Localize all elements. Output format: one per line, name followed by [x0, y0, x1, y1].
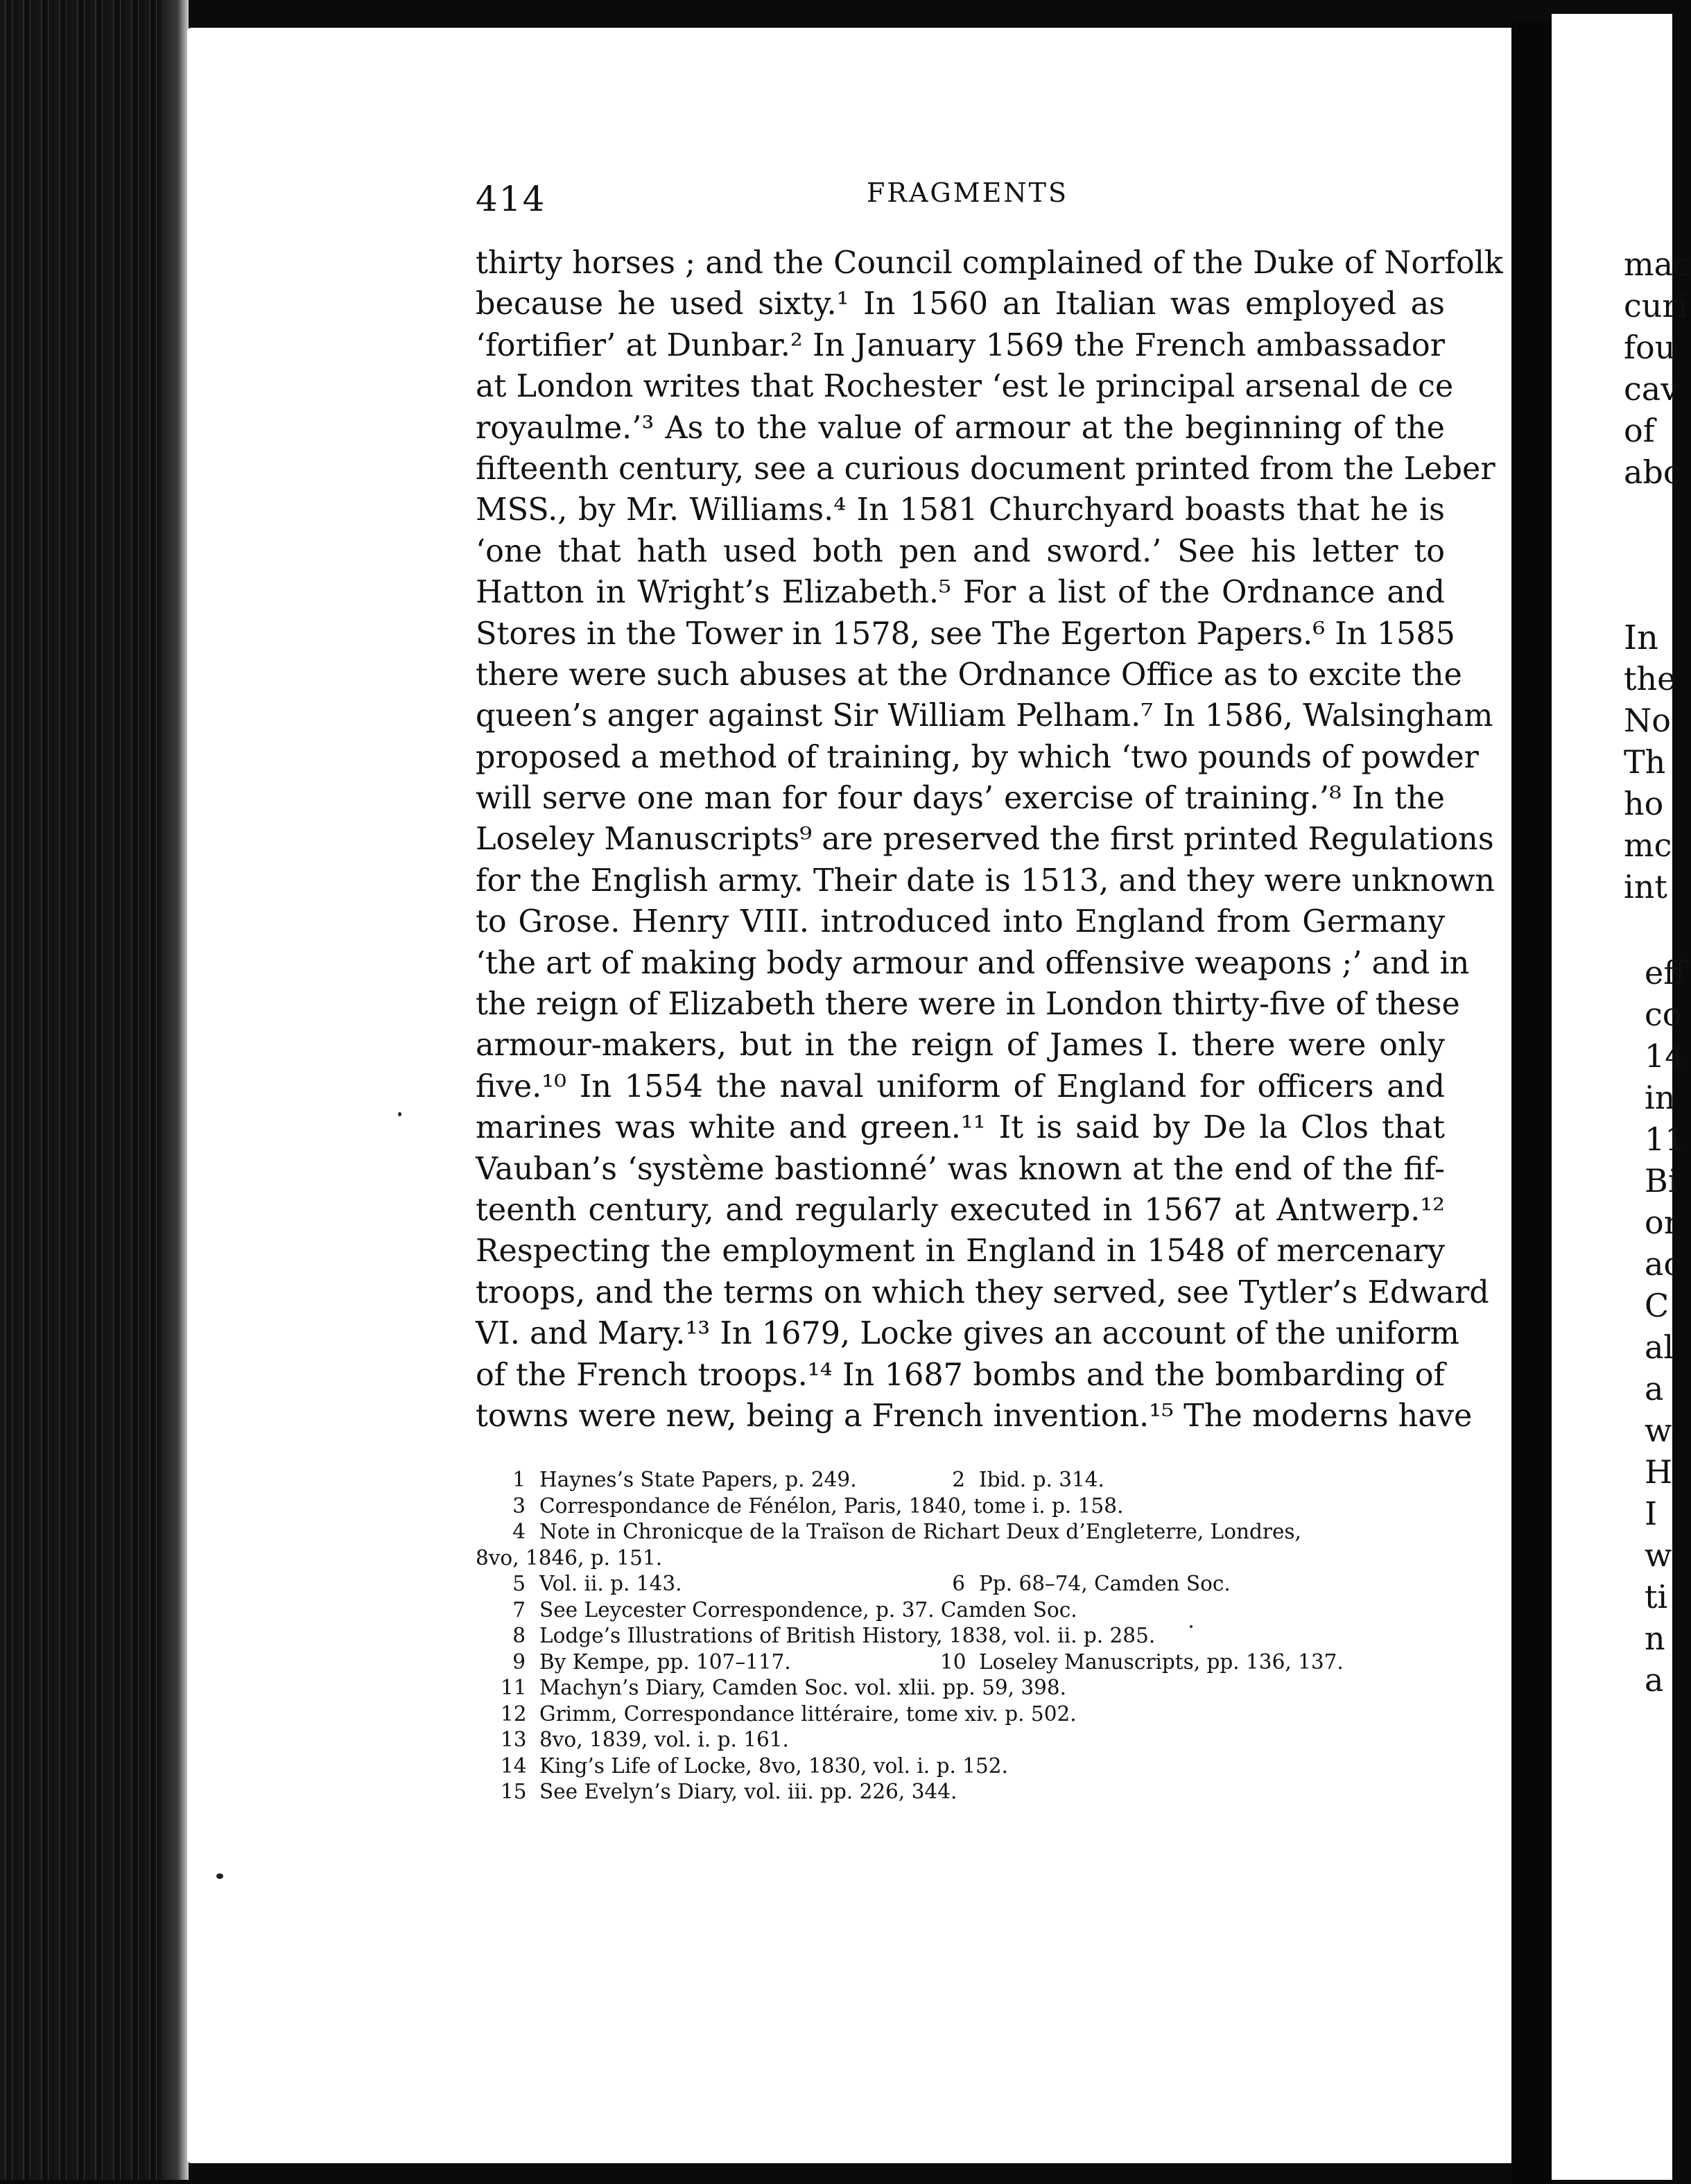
footnote-row — [476, 1753, 1445, 1780]
text-line: for the English army. Their date is 1513, and they were unknown — [476, 863, 1495, 899]
text-line: Hatton in Wright’s Elizabeth.⁵ For a list of the Ordnance and — [476, 575, 1445, 611]
text-line: will serve one man for four days’ exercise of training.’⁸ In the — [476, 781, 1445, 817]
facing-page-fragment: int — [1624, 868, 1667, 905]
facing-page-fragment: No — [1624, 702, 1671, 739]
facing-page-fragment: in — [1645, 1079, 1676, 1116]
text-line: five.¹⁰ In 1554 the naval uniform of England for officers and — [476, 1068, 1445, 1104]
footnote-row — [476, 1727, 1445, 1753]
text-line: royaulme.’³ As to the value of armour at the beginning of the — [476, 410, 1445, 446]
text-line: towns were new, being a French invention.¹⁵ The moderns have — [476, 1398, 1473, 1434]
footnote-row — [476, 1467, 1445, 1493]
facing-page-fragment: 11 — [1645, 1120, 1685, 1158]
footnote-text: Ibid. p. 314. — [979, 1468, 1104, 1491]
facing-page-fragment: mac — [1624, 245, 1691, 283]
facing-page-fragment: the — [1624, 660, 1676, 697]
text-line: of the French troops.¹⁴ In 1687 bombs and the bombarding of — [476, 1357, 1445, 1393]
footnote-number: 12 — [501, 1701, 527, 1726]
running-head — [476, 173, 1446, 222]
text-line: armour-makers, but in the reign of James I. there were only — [476, 1028, 1445, 1064]
text-line: ‘the art of making body armour and offensive weapons ;’ and in — [476, 945, 1470, 981]
footnote-text: Loseley Manuscripts, pp. 136, 137. — [979, 1649, 1344, 1674]
text-line: proposed a method of training, by which ‘two pounds of powder — [476, 739, 1479, 775]
facing-page — [1552, 14, 1691, 2180]
footnote-number: 7 — [512, 1597, 526, 1622]
footnote-row — [476, 1571, 1445, 1597]
scan-speck — [216, 1873, 223, 1879]
facing-page-fragment: eff — [1645, 954, 1686, 991]
footnote-row — [476, 1649, 1445, 1676]
text-line: to Grose. Henry VIII. introduced into England from Germany — [476, 904, 1445, 940]
footnote-row — [476, 1701, 1445, 1728]
facing-page-fragment: Bi — [1645, 1162, 1679, 1199]
text-line: Vauban’s ‘système bastionné’ was known at the end of the fif- — [476, 1151, 1445, 1187]
text-line: because he used sixty.¹ In 1560 an Italian was employed as — [476, 286, 1445, 322]
text-line: ‘one that hath used both pen and sword.’ See his letter to — [476, 533, 1445, 569]
text-line: teenth century, and regularly executed in 1567 at Antwerp.¹² — [476, 1192, 1445, 1228]
text-line: thirty horses ; and the Council complained of the Duke of Norfolk — [476, 245, 1503, 281]
footnote-row — [476, 1597, 1445, 1624]
facing-page-fragment: In — [1624, 618, 1658, 657]
text-line: MSS., by Mr. Williams.⁴ In 1581 Churchyard boasts that he is — [476, 492, 1445, 528]
footnote-number: 15 — [501, 1780, 527, 1803]
book-binding-edge — [0, 0, 189, 2180]
footnote-row — [476, 1623, 1445, 1649]
facing-page-fragment: curi — [1624, 287, 1688, 324]
text-line: queen’s anger against Sir William Pelham.⁷ In 1586, Walsingham — [476, 698, 1493, 734]
footnote-text: Grimm, Correspondance littéraire, tome xiv. p. 502. — [539, 1701, 1077, 1726]
text-line: there were such abuses at the Ordnance Office as to excite the — [476, 657, 1462, 693]
text-line: Respecting the employment in England in 1548 of mercenary — [476, 1233, 1445, 1269]
facing-page-fragment: Th — [1624, 743, 1666, 781]
facing-page-fragment: abc — [1624, 453, 1681, 491]
footnote-text: Lodge’s Illustrations of British History, 1838, vol. ii. p. 285. — [539, 1624, 1156, 1647]
footnote-number: 9 — [512, 1649, 526, 1674]
facing-page-fragment: a — [1645, 1370, 1664, 1407]
footnote-text: King’s Life of Locke, 8vo, 1830, vol. i. p. 152. — [539, 1753, 1008, 1778]
footnote-text: Note in Chronicque de la Traïson de Richart Deux d’Engleterre, Londres, — [539, 1520, 1301, 1543]
footnote-text: Vol. ii. p. 143. — [539, 1572, 682, 1595]
facing-page-fragment: co — [1645, 996, 1682, 1033]
text-line: VI. and Mary.¹³ In 1679, Locke gives an account of the uniform — [476, 1316, 1459, 1352]
facing-page-fragment: ho — [1624, 785, 1664, 822]
footnote-number: 4 — [512, 1520, 526, 1543]
facing-page-fragment: n — [1645, 1620, 1665, 1657]
facing-page-fragment: cav — [1624, 370, 1679, 408]
footnote-text: By Kempe, pp. 107–117. — [539, 1649, 791, 1674]
footnote-row — [476, 1545, 1445, 1572]
footnote-number: 5 — [512, 1572, 526, 1595]
text-line: marines was white and green.¹¹ It is said by De la Clos that — [476, 1110, 1445, 1146]
scan-speck — [1190, 1625, 1193, 1628]
scan-speck — [398, 1112, 401, 1116]
running-title: FRAGMENTS — [867, 177, 1069, 208]
main-text — [476, 243, 1503, 1437]
text-line: ‘fortifier’ at Dunbar.² In January 1569 the French ambassador — [476, 327, 1445, 363]
facing-page-fragment: ti — [1645, 1578, 1668, 1615]
text-line: troops, and the terms on which they served, see Tytler’s Edward — [476, 1274, 1489, 1310]
facing-page-fragment: fou — [1624, 329, 1676, 366]
footnote-number: 14 — [501, 1753, 527, 1778]
footnote-number: 3 — [512, 1493, 526, 1518]
facing-page-fragment: of — [1624, 412, 1655, 449]
footnotes — [476, 1467, 1445, 1805]
footnote-row — [476, 1493, 1445, 1520]
footnote-number: 6 — [952, 1572, 965, 1595]
facing-page-fragment: a — [1645, 1661, 1664, 1699]
text-line: Stores in the Tower in 1578, see The Egerton Papers.⁶ In 1585 — [476, 616, 1455, 652]
footnote-number: 11 — [501, 1676, 527, 1699]
footnote-row — [476, 1675, 1445, 1701]
footnote-text: Correspondance de Fénélon, Paris, 1840, tome i. p. 158. — [539, 1493, 1124, 1518]
footnote-row — [476, 1779, 1445, 1805]
facing-page-fragment: mc — [1624, 826, 1672, 864]
footnote-number: 13 — [501, 1728, 527, 1751]
facing-page-fragment: 14 — [1645, 1037, 1685, 1075]
facing-page-fragment: C — [1645, 1287, 1670, 1324]
footnote-number: 8 — [512, 1624, 526, 1647]
footnote-number: 2 — [952, 1468, 965, 1491]
facing-page-fragment: ac — [1645, 1245, 1682, 1283]
facing-page-fragment: or — [1645, 1204, 1679, 1241]
text-line: at London writes that Rochester ‘est le principal arsenal de ce — [476, 369, 1454, 405]
footnote-row — [476, 1519, 1445, 1545]
text-line: Loseley Manuscripts⁹ are preserved the first printed Regulations — [476, 822, 1494, 858]
footnote-text: 8vo, 1846, p. 151. — [476, 1545, 663, 1570]
facing-page-fragment: al — [1645, 1328, 1674, 1366]
footnote-number: 10 — [940, 1649, 966, 1674]
facing-page-fragment: w — [1645, 1412, 1672, 1449]
footnote-text: 8vo, 1839, vol. i. p. 161. — [539, 1728, 789, 1751]
footnote-text: See Evelyn’s Diary, vol. iii. pp. 226, 344. — [539, 1780, 957, 1803]
footnote-text: Machyn’s Diary, Camden Soc. vol. xlii. pp. 59, 398. — [539, 1676, 1067, 1699]
text-line: fifteenth century, see a curious document printed from the Leber — [476, 451, 1495, 487]
footnote-number: 1 — [512, 1468, 526, 1491]
facing-page-fragment: I — [1645, 1495, 1658, 1532]
text-line: the reign of Elizabeth there were in London thirty-five of these — [476, 987, 1460, 1023]
facing-page-fragment: H — [1645, 1453, 1673, 1491]
page-gutter — [1511, 21, 1552, 2184]
facing-page-fragment: w — [1645, 1536, 1672, 1574]
page-number: 414 — [476, 179, 546, 219]
footnote-text: Pp. 68–74, Camden Soc. — [979, 1572, 1231, 1595]
footnote-text: Haynes’s State Papers, p. 249. — [539, 1468, 857, 1491]
footnote-text: See Leycester Correspondence, p. 37. Camden Soc. — [539, 1597, 1077, 1622]
